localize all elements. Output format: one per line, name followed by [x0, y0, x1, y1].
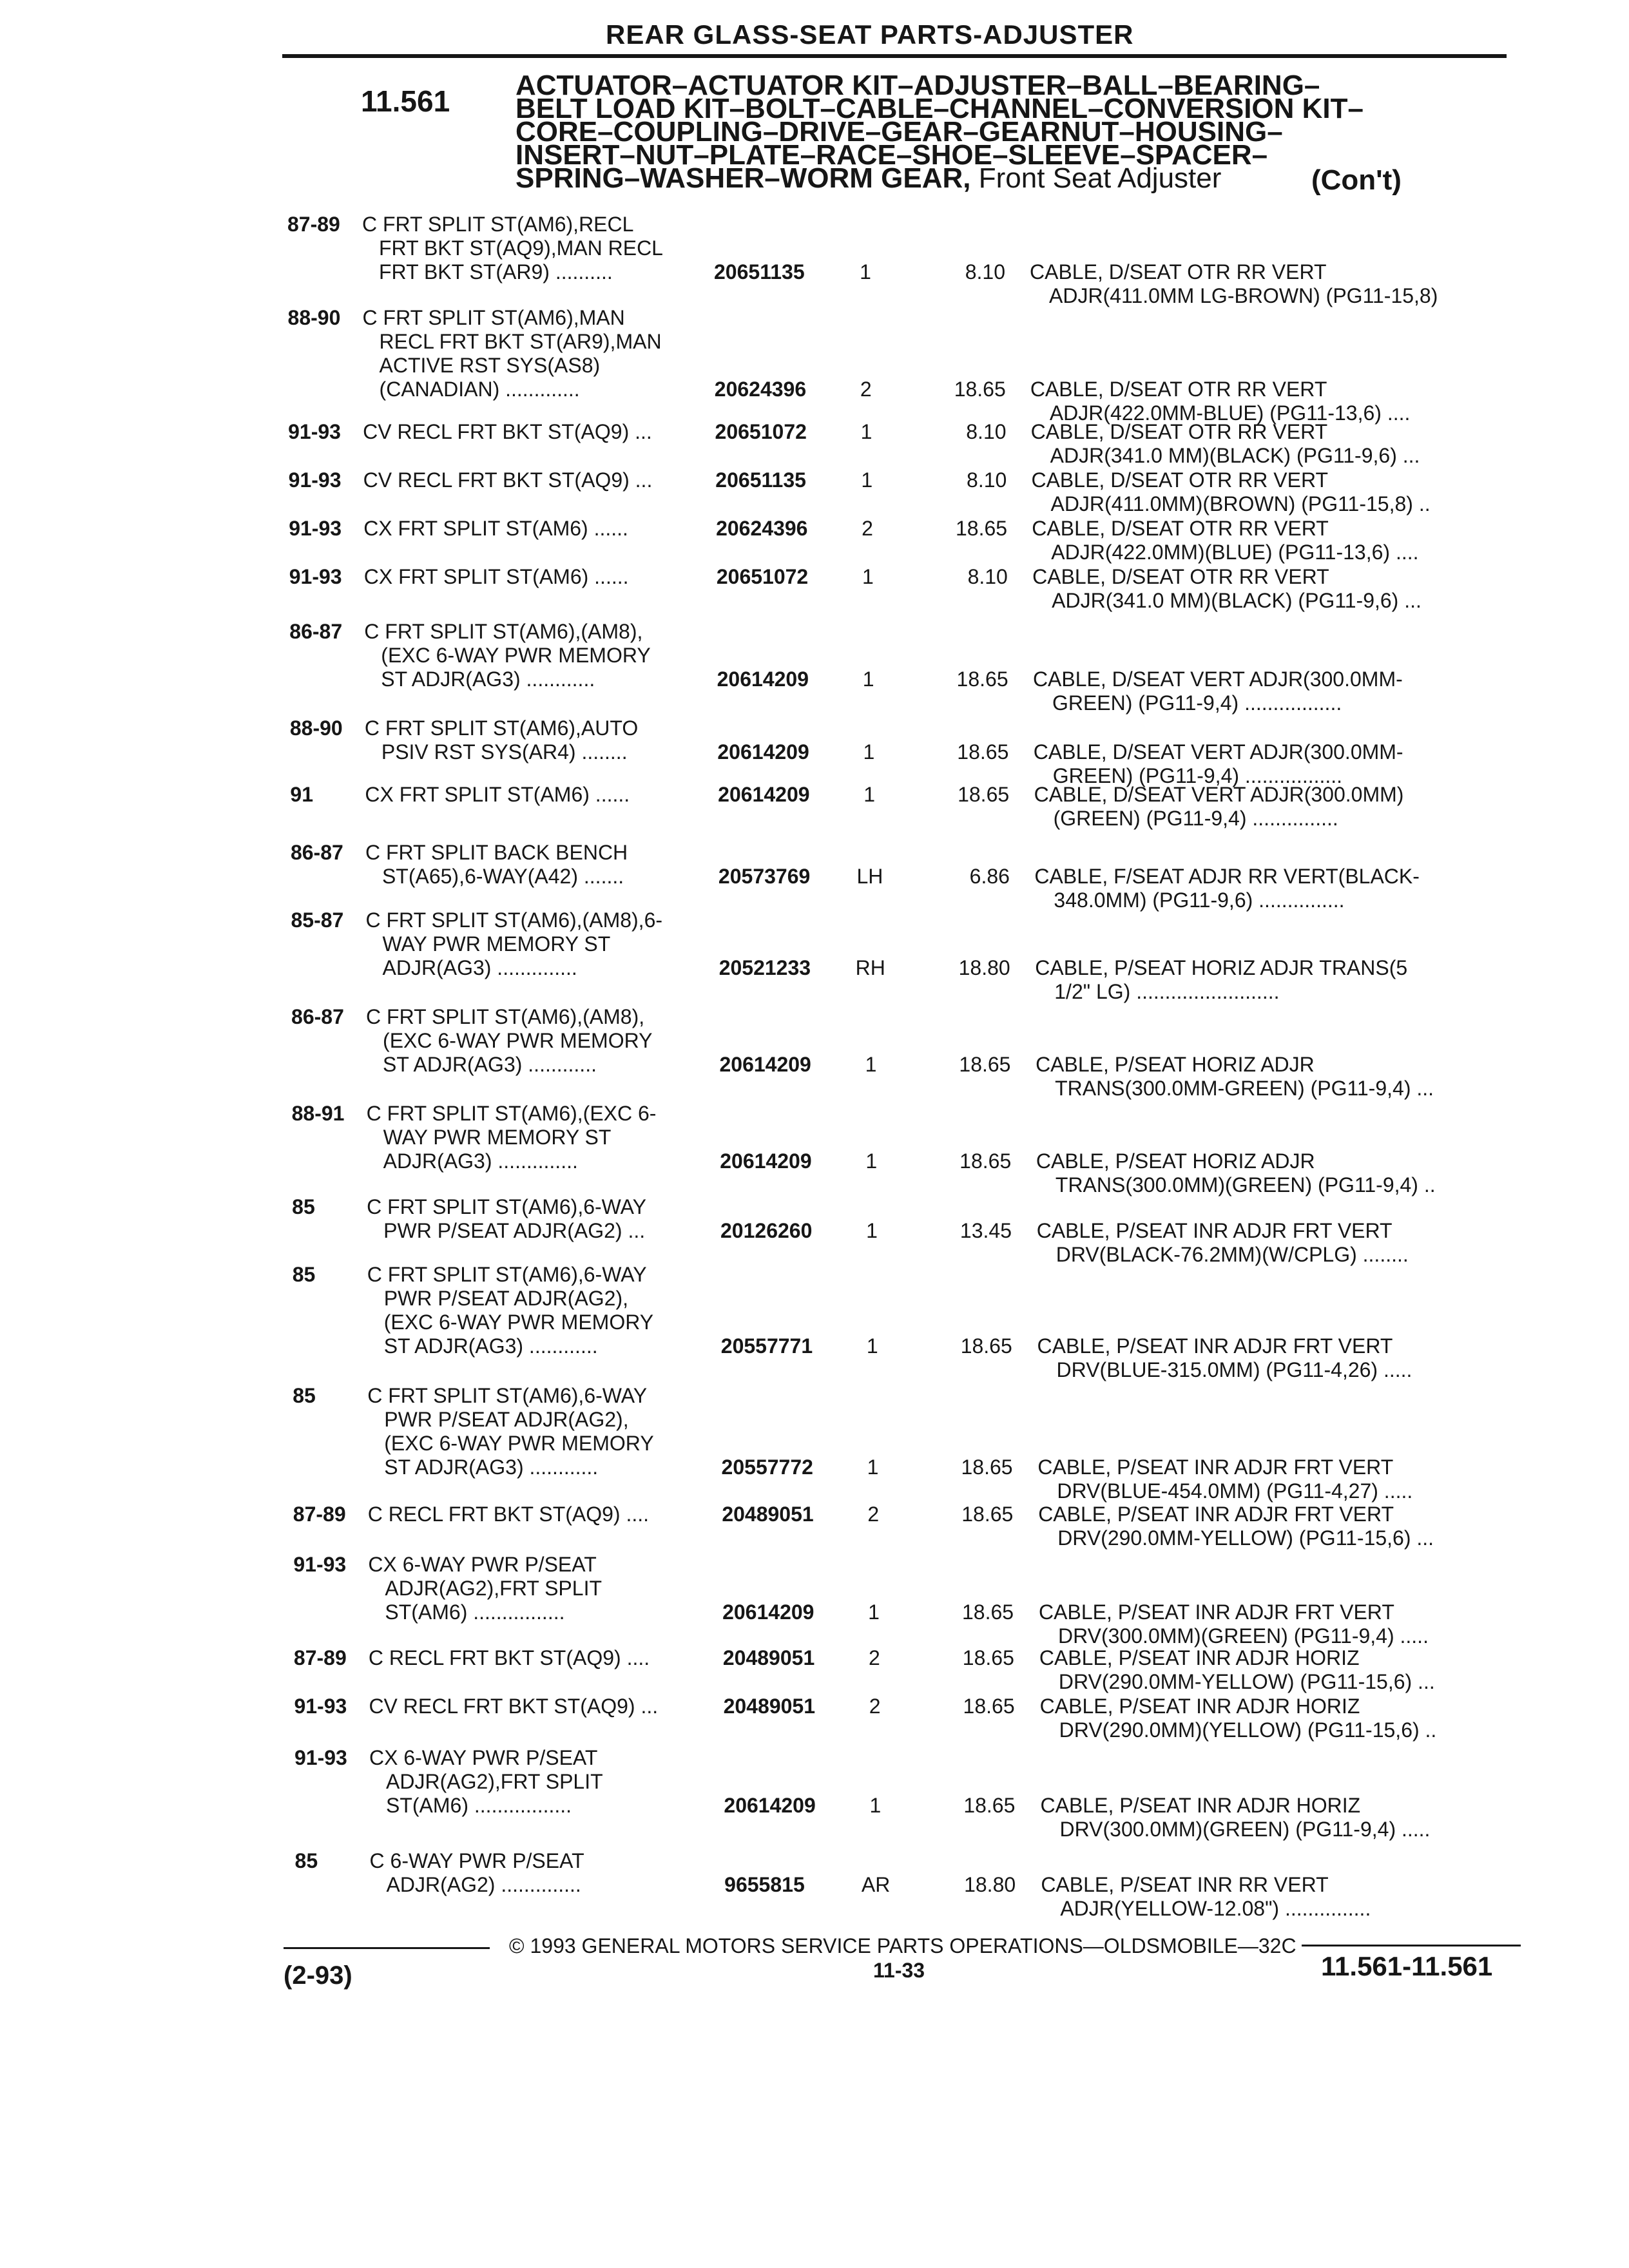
part-number: 20489051 — [722, 1503, 814, 1526]
application-description — [363, 468, 653, 492]
page-header-title: REAR GLASS-SEAT PARTS-ADJUSTER — [606, 19, 1134, 50]
part-number: 9655815 — [724, 1873, 805, 1896]
part-number: 20614209 — [724, 1794, 816, 1817]
part-description — [1036, 1149, 1436, 1197]
price: 18.65 — [959, 1053, 1011, 1076]
application-description — [369, 1695, 658, 1718]
part-description-line: CABLE, P/SEAT INR RR VERT — [1041, 1873, 1329, 1896]
application-line: C FRT SPLIT ST(AM6),6-WAY — [367, 1195, 646, 1218]
application-description — [364, 565, 629, 589]
part-description — [1033, 668, 1403, 715]
application-line: ST ADJR(AG3) ............ — [381, 668, 595, 691]
part-description — [1039, 1646, 1435, 1694]
price: 18.65 — [963, 1695, 1015, 1718]
section-number: 11.561 — [361, 84, 450, 118]
application-line: ADJR(AG2),FRT SPLIT — [385, 1577, 602, 1600]
part-description-line: DRV(BLACK-76.2MM)(W/CPLG) ........ — [1055, 1243, 1409, 1266]
part-description — [1034, 865, 1419, 912]
price: 13.45 — [959, 1219, 1012, 1242]
application-description — [369, 1746, 603, 1818]
application-line: ST ADJR(AG3) ............ — [383, 1053, 597, 1076]
application-line: C FRT SPLIT ST(AM6),(AM8), — [364, 620, 643, 643]
application-description — [364, 620, 650, 691]
footer-rule-right — [1302, 1945, 1521, 1946]
quantity: 2 — [869, 1695, 881, 1718]
part-description-line: CABLE, P/SEAT INR ADJR FRT VERT — [1039, 1600, 1394, 1624]
part-description — [1037, 1219, 1409, 1267]
application-line: ST(AM6) ................ — [385, 1600, 565, 1624]
part-description-line: CABLE, P/SEAT INR ADJR FRT VERT — [1037, 1334, 1393, 1358]
part-number: 20614209 — [718, 783, 810, 806]
part-description-line: CABLE, P/SEAT INR ADJR FRT VERT — [1037, 1456, 1394, 1479]
part-description — [1041, 1794, 1431, 1841]
model-year: 88-91 — [291, 1102, 345, 1125]
section-desc-line: CORE–COUPLING–DRIVE–GEAR–GEARNUT–HOUSING– — [516, 116, 1283, 148]
application-description — [367, 1195, 646, 1243]
part-description-line: DRV(290.0MM)(YELLOW) (PG11-15,6) .. — [1059, 1718, 1437, 1742]
part-description-line: CABLE, P/SEAT INR ADJR FRT VERT — [1038, 1503, 1394, 1526]
part-description — [1032, 565, 1422, 613]
application-description — [365, 716, 638, 764]
part-number: 20573769 — [718, 865, 811, 888]
price: 18.65 — [956, 517, 1008, 540]
part-description-line: ADJR(422.0MM)(BLUE) (PG11-13,6) .... — [1051, 541, 1419, 564]
application-line: CV RECL FRT BKT ST(AQ9) ... — [369, 1695, 659, 1718]
application-description — [368, 1553, 602, 1624]
application-line: PSIV RST SYS(AR4) ........ — [381, 740, 628, 764]
application-line: (EXC 6-WAY PWR MEMORY — [383, 1311, 654, 1334]
part-description-line: ADJR(341.0 MM)(BLACK) (PG11-9,6) ... — [1050, 444, 1420, 467]
part-description-line: CABLE, D/SEAT VERT ADJR(300.0MM) — [1034, 783, 1404, 806]
quantity: 1 — [865, 1149, 878, 1173]
application-line: C RECL FRT BKT ST(AQ9) .... — [367, 1503, 650, 1526]
application-description — [367, 1263, 653, 1358]
part-description — [1036, 1053, 1434, 1100]
price: 18.65 — [954, 378, 1006, 401]
footer-rule-left — [284, 1947, 490, 1949]
section-desc-line: INSERT–NUT–PLATE–RACE–SHOE–SLEEVE–SPACER– — [516, 139, 1268, 171]
part-description-line: CABLE, F/SEAT ADJR RR VERT(BLACK- — [1034, 865, 1420, 888]
part-description-line: CABLE, P/SEAT HORIZ ADJR — [1036, 1149, 1315, 1173]
part-description-line: DRV(300.0MM)(GREEN) (PG11-9,4) ..... — [1059, 1818, 1431, 1841]
application-line: CX FRT SPLIT ST(AM6) ...... — [363, 565, 629, 588]
application-line: (CANADIAN) ............. — [379, 378, 580, 401]
part-description-line: (GREEN) (PG11-9,4) ............... — [1053, 807, 1338, 830]
section-desc-line: ACTUATOR–ACTUATOR KIT–ADJUSTER–BALL–BEARING– — [516, 70, 1320, 101]
application-line: (EXC 6-WAY PWR MEMORY — [381, 644, 651, 667]
application-line: C RECL FRT BKT ST(AQ9) .... — [368, 1646, 650, 1669]
price: 18.65 — [956, 668, 1008, 691]
price: 8.10 — [965, 260, 1005, 284]
quantity: 1 — [867, 1456, 879, 1479]
part-description-line: CABLE, D/SEAT OTR RR VERT — [1030, 260, 1327, 284]
application-line: C FRT SPLIT ST(AM6),RECL — [362, 213, 634, 236]
quantity: 1 — [862, 565, 874, 588]
part-description-line: CABLE, P/SEAT HORIZ ADJR — [1036, 1053, 1315, 1076]
application-line: PWR P/SEAT ADJR(AG2) ... — [383, 1219, 646, 1242]
model-year: 87-89 — [287, 213, 340, 236]
part-number: 20614209 — [722, 1600, 815, 1624]
application-line: C FRT SPLIT ST(AM6),(EXC 6- — [366, 1102, 657, 1125]
model-year: 91-93 — [294, 1746, 347, 1769]
part-description-line: CABLE, P/SEAT INR ADJR HORIZ — [1039, 1695, 1360, 1718]
part-number: 20624396 — [716, 517, 808, 540]
application-line: (EXC 6-WAY PWR MEMORY — [383, 1029, 653, 1052]
part-description-line: DRV(BLUE-315.0MM) (PG11-4,26) ..... — [1056, 1358, 1412, 1381]
application-description — [363, 420, 652, 444]
footer-section-range: 11.561-11.561 — [1321, 1951, 1493, 1981]
model-year: 91-93 — [288, 420, 341, 443]
price: 18.65 — [958, 783, 1010, 806]
application-line: CX FRT SPLIT ST(AM6) ...... — [363, 517, 628, 540]
application-line: C FRT SPLIT BACK BENCH — [365, 841, 628, 864]
application-line: C FRT SPLIT ST(AM6),(AM8), — [366, 1005, 645, 1028]
price: 18.65 — [963, 1794, 1016, 1817]
part-number: 20489051 — [723, 1695, 815, 1718]
quantity: 1 — [866, 1219, 878, 1242]
part-description-line: TRANS(300.0MM)(GREEN) (PG11-9,4) .. — [1055, 1173, 1436, 1196]
application-line: ADJR(AG2) .............. — [386, 1873, 581, 1896]
model-year: 91-93 — [293, 1553, 347, 1576]
quantity: 2 — [860, 378, 872, 401]
part-description-line: ADJR(341.0 MM)(BLACK) (PG11-9,6) ... — [1052, 589, 1422, 612]
quantity: 1 — [861, 468, 873, 492]
part-description-line: CABLE, P/SEAT INR ADJR HORIZ — [1039, 1646, 1360, 1669]
application-description — [367, 1102, 657, 1173]
application-line: RECL FRT BKT ST(AR9),MAN — [379, 330, 662, 353]
footer-page-number: 11-33 — [873, 1959, 925, 1982]
section-desc-tail: Front Seat Adjuster — [978, 162, 1222, 194]
application-line: C FRT SPLIT ST(AM6),6-WAY — [367, 1384, 648, 1407]
quantity: 2 — [862, 517, 873, 540]
part-description — [1034, 740, 1403, 788]
part-description-line: CABLE, D/SEAT VERT ADJR(300.0MM- — [1032, 668, 1403, 691]
part-number: 20651072 — [716, 565, 809, 588]
quantity: LH — [856, 865, 883, 888]
footer-date: (2-93) — [284, 1961, 352, 1990]
quantity: RH — [855, 956, 885, 979]
part-description-line: DRV(300.0MM)(GREEN) (PG11-9,4) ..... — [1058, 1624, 1429, 1648]
model-year: 91-93 — [288, 468, 342, 492]
quantity: 1 — [860, 420, 872, 443]
part-description — [1030, 260, 1438, 308]
application-line: ST(AM6) ................. — [386, 1794, 572, 1817]
price: 18.65 — [962, 1600, 1014, 1624]
application-description — [365, 783, 630, 807]
part-number: 20489051 — [722, 1646, 815, 1669]
part-number: 20557772 — [721, 1456, 813, 1479]
quantity: 1 — [860, 260, 871, 284]
price: 18.80 — [964, 1873, 1016, 1896]
quantity: 1 — [866, 1334, 878, 1358]
part-description — [1037, 1334, 1412, 1382]
model-year: 85 — [293, 1384, 316, 1407]
application-line: FRT BKT ST(AQ9),MAN RECL — [379, 236, 663, 260]
application-line: C 6-WAY PWR P/SEAT — [369, 1849, 584, 1872]
part-description-line: CABLE, D/SEAT OTR RR VERT — [1032, 565, 1329, 588]
part-number: 20651135 — [714, 260, 805, 284]
quantity: 1 — [865, 1053, 877, 1076]
section-desc-line-last: SPRING–WASHER–WORM GEAR, — [516, 162, 971, 194]
application-line: CX 6-WAY PWR P/SEAT — [369, 1746, 598, 1769]
model-year: 87-89 — [293, 1503, 346, 1526]
application-line: C FRT SPLIT ST(AM6),AUTO — [364, 716, 639, 740]
part-description-line: GREEN) (PG11-9,4) ................. — [1052, 691, 1342, 715]
part-description-line: 348.0MM) (PG11-9,6) ............... — [1054, 889, 1345, 912]
application-line: CV RECL FRT BKT ST(AQ9) ... — [363, 468, 653, 492]
part-description-line: ADJR(411.0MM)(BROWN) (PG11-15,8) .. — [1050, 492, 1431, 515]
application-description — [363, 306, 662, 401]
model-year: 86-87 — [289, 620, 343, 643]
price: 8.10 — [967, 468, 1007, 492]
application-line: ST(A65),6-WAY(A42) ....... — [381, 865, 624, 888]
application-line: CX 6-WAY PWR P/SEAT — [368, 1553, 597, 1576]
model-year: 85 — [292, 1263, 316, 1286]
price: 6.86 — [969, 865, 1010, 888]
part-description — [1031, 468, 1430, 516]
part-description — [1037, 1456, 1412, 1503]
part-description-line: ADJR(YELLOW-12.08") ............... — [1060, 1897, 1371, 1920]
application-description — [366, 1005, 652, 1077]
part-description — [1030, 378, 1411, 425]
section-desc-line: BELT LOAD KIT–BOLT–CABLE–CHANNEL–CONVERSION KIT– — [516, 93, 1364, 124]
part-number: 20557771 — [720, 1334, 813, 1358]
part-description-line: CABLE, D/SEAT VERT ADJR(300.0MM- — [1033, 740, 1403, 764]
quantity: 2 — [868, 1646, 880, 1669]
application-line: C FRT SPLIT ST(AM6),6-WAY — [367, 1263, 647, 1286]
model-year: 85 — [292, 1195, 315, 1218]
part-number: 20521233 — [718, 956, 811, 979]
part-number: 20651072 — [715, 420, 807, 443]
application-line: ADJR(AG3) .............. — [383, 1149, 578, 1173]
part-description — [1038, 1503, 1434, 1550]
quantity: 1 — [868, 1600, 880, 1624]
price: 8.10 — [966, 420, 1007, 443]
model-year: 86-87 — [290, 841, 343, 864]
application-line: WAY PWR MEMORY ST — [382, 932, 611, 956]
part-number: 20614209 — [719, 1053, 811, 1076]
application-line: ST ADJR(AG3) ............ — [383, 1334, 598, 1358]
part-number: 20126260 — [720, 1219, 813, 1242]
part-description — [1040, 1695, 1437, 1742]
application-line: C FRT SPLIT ST(AM6),MAN — [362, 306, 625, 329]
part-description — [1032, 517, 1418, 564]
part-description-line: ADJR(422.0MM-BLUE) (PG11-13,6) .... — [1049, 401, 1411, 425]
part-description-line: GREEN) (PG11-9,4) ................. — [1052, 764, 1343, 787]
quantity: 1 — [869, 1794, 882, 1817]
part-number: 20651135 — [715, 468, 806, 492]
application-description — [370, 1849, 584, 1897]
part-description — [1034, 783, 1404, 831]
price: 18.65 — [961, 1503, 1014, 1526]
quantity: 1 — [863, 783, 876, 806]
model-year: 85 — [294, 1849, 318, 1872]
application-line: CV RECL FRT BKT ST(AQ9) ... — [363, 420, 652, 443]
part-description — [1031, 420, 1420, 468]
price: 8.10 — [967, 565, 1008, 588]
part-description-line: CABLE, P/SEAT INR ADJR HORIZ — [1040, 1794, 1361, 1817]
part-number: 20614209 — [717, 740, 809, 764]
price: 18.80 — [958, 956, 1010, 979]
part-description — [1039, 1600, 1429, 1648]
model-year: 91-93 — [289, 565, 342, 588]
footer-copyright: © 1993 GENERAL MOTORS SERVICE PARTS OPERATIONS—OLDSMOBILE—32C — [509, 1934, 1296, 1957]
model-year: 88-90 — [289, 716, 343, 740]
application-description — [366, 908, 663, 980]
application-description — [362, 213, 663, 284]
part-description — [1035, 956, 1407, 1004]
application-line: CX FRT SPLIT ST(AM6) ...... — [365, 783, 630, 806]
part-description — [1041, 1873, 1371, 1921]
model-year: 88-90 — [287, 306, 341, 329]
price: 18.65 — [961, 1456, 1013, 1479]
part-description-line: TRANS(300.0MM-GREEN) (PG11-9,4) ... — [1055, 1077, 1434, 1100]
model-year: 91 — [290, 783, 313, 806]
application-description — [367, 1384, 653, 1479]
application-description — [365, 841, 628, 889]
application-line: ST ADJR(AG3) ............ — [384, 1456, 599, 1479]
model-year: 87-89 — [293, 1646, 347, 1669]
part-description-line: ADJR(411.0MM LG-BROWN) (PG11-15,8) — [1049, 284, 1438, 307]
quantity: 1 — [863, 740, 875, 764]
model-year: 91-93 — [289, 517, 342, 540]
application-line: PWR P/SEAT ADJR(AG2), — [383, 1287, 629, 1310]
part-description-line: CABLE, D/SEAT OTR RR VERT — [1032, 517, 1329, 540]
application-line: C FRT SPLIT ST(AM6),(AM8),6- — [365, 908, 663, 932]
price: 18.65 — [962, 1646, 1014, 1669]
price: 18.65 — [959, 1149, 1012, 1173]
application-description — [369, 1646, 650, 1670]
model-year: 86-87 — [291, 1005, 344, 1028]
part-description-line: DRV(BLUE-454.0MM) (PG11-4,27) ..... — [1057, 1479, 1413, 1503]
part-description-line: 1/2" LG) ......................... — [1054, 980, 1280, 1003]
quantity: 2 — [867, 1503, 880, 1526]
price: 18.65 — [960, 1334, 1012, 1358]
part-description-line: CABLE, P/SEAT HORIZ ADJR TRANS(5 — [1035, 956, 1408, 979]
part-description-line: CABLE, P/SEAT INR ADJR FRT VERT — [1036, 1219, 1393, 1242]
application-line: ADJR(AG3) .............. — [382, 956, 577, 979]
part-description-line: CABLE, D/SEAT OTR RR VERT — [1031, 468, 1329, 492]
part-description-line: DRV(290.0MM-YELLOW) (PG11-15,6) ... — [1058, 1670, 1435, 1693]
quantity: 1 — [862, 668, 874, 691]
application-line: ADJR(AG2),FRT SPLIT — [386, 1770, 603, 1793]
model-year: 91-93 — [294, 1695, 347, 1718]
application-line: WAY PWR MEMORY ST — [383, 1126, 612, 1149]
application-line: FRT BKT ST(AR9) .......... — [379, 260, 613, 284]
model-year: 85-87 — [291, 908, 344, 932]
part-number: 20624396 — [714, 378, 807, 401]
application-line: (EXC 6-WAY PWR MEMORY — [384, 1432, 654, 1455]
application-line: ACTIVE RST SYS(AS8) — [379, 354, 601, 377]
part-description-line: DRV(290.0MM-YELLOW) (PG11-15,6) ... — [1057, 1526, 1434, 1550]
part-number: 20614209 — [720, 1149, 812, 1173]
application-description — [368, 1503, 649, 1526]
part-description-line: CABLE, D/SEAT OTR RR VERT — [1030, 378, 1327, 401]
application-description — [363, 517, 628, 541]
part-description-line: CABLE, D/SEAT OTR RR VERT — [1030, 420, 1328, 443]
quantity: AR — [861, 1873, 891, 1896]
continued-label: (Con't) — [1311, 164, 1402, 196]
part-number: 20614209 — [717, 668, 809, 691]
application-line: PWR P/SEAT ADJR(AG2), — [384, 1408, 629, 1431]
price: 18.65 — [957, 740, 1009, 764]
